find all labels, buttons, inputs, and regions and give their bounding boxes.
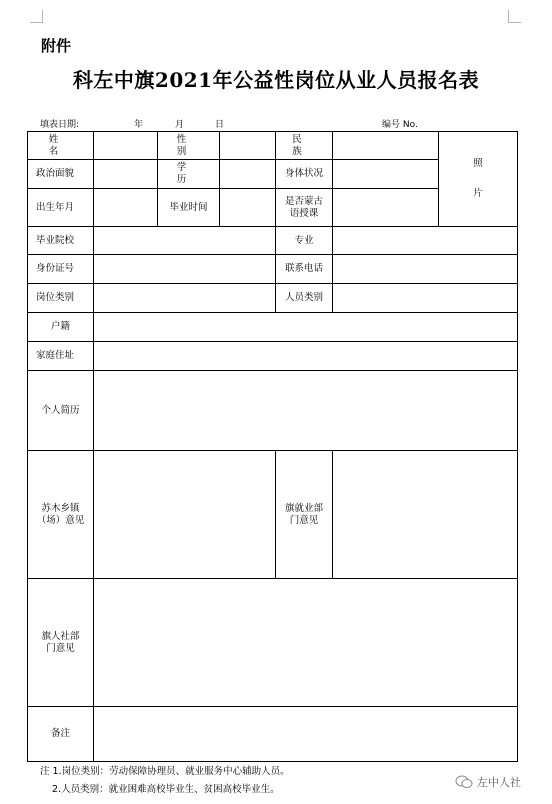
political-status-cell[interactable] [94,160,158,189]
id-number-label: 身份证号 [28,255,94,284]
graduation-time-label: 毕业时间 [158,189,220,227]
fill-date-month: 月 [175,120,185,130]
mongolian-label-line2: 语授课 [289,207,319,219]
health-label: 身体状况 [276,160,333,189]
mongolian-label [276,189,333,227]
health-cell[interactable] [333,160,439,189]
school-cell[interactable] [94,227,276,255]
school-label: 毕业院校 [28,227,94,255]
note-position-types: 注 1.岗位类别：劳动保障协理员、就业服务中心辅助人员。 [40,766,290,777]
photo-label-1: 照 [473,158,483,169]
education-label: 学 历 [158,160,220,189]
name-cell[interactable] [94,132,158,160]
margin-corner-mark [30,10,43,23]
graduation-time-cell[interactable] [220,189,276,227]
political-status-label: 政治面貌 [28,160,94,189]
household-cell[interactable] [94,313,518,342]
remarks-label: 备注 [28,707,94,762]
household-label: 户籍 [28,313,94,342]
fill-date-label: 填表日期: [40,120,80,130]
address-cell[interactable] [94,342,518,371]
fill-date-day: 日 [215,120,225,130]
birth-cell[interactable] [94,189,158,227]
gender-cell[interactable] [220,132,276,160]
resume-label: 个人简历 [28,371,94,451]
note-person-types: 2.人员类别：就业困难高校毕业生、贫困高校毕业生。 [52,784,280,795]
watermark [455,774,521,790]
photo-label-2: 片 [473,188,483,199]
gender-label: 性 别 [158,132,220,160]
margin-corner-mark [508,10,521,23]
resume-cell[interactable] [94,371,518,451]
town-opinion-label-line1: 苏木乡镇 [41,502,80,514]
registration-form-table [27,131,518,762]
town-opinion-label-line2: （场）意见 [36,514,85,526]
number-label: 编号 No. [382,120,418,130]
address-label: 家庭住址 [28,342,94,371]
major-label: 专业 [276,227,333,255]
person-type-cell[interactable] [333,284,518,313]
mongolian-label-line1: 是否蒙古 [284,195,323,207]
wechat-icon [455,775,473,789]
name-label: 姓 名 [28,132,94,160]
ethnicity-cell[interactable] [333,132,439,160]
hr-opinion-cell[interactable] [94,579,518,707]
position-type-label: 岗位类别 [28,284,94,313]
remarks-cell[interactable] [94,707,518,762]
phone-label: 联系电话 [276,255,333,284]
town-opinion-label [28,451,94,579]
major-cell[interactable] [333,227,518,255]
hr-opinion-label [28,579,94,707]
person-type-label: 人员类别 [276,284,333,313]
position-type-cell[interactable] [94,284,276,313]
birth-label: 出生年月 [28,189,94,227]
town-opinion-cell[interactable] [94,451,276,579]
employment-opinion-label-line2: 门意见 [289,514,319,526]
form-title: 科左中旗2021年公益性岗位从业人员报名表 [72,68,480,92]
education-cell[interactable] [220,160,276,189]
hr-opinion-label-line1: 旗人社部 [41,630,80,642]
phone-cell[interactable] [333,255,518,284]
mongolian-cell[interactable] [333,189,439,227]
employment-opinion-cell[interactable] [333,451,518,579]
employment-opinion-label-line1: 旗就业部 [284,502,323,514]
ethnicity-label: 民 族 [276,132,333,160]
fill-date-year: 年 [134,120,144,130]
photo-cell[interactable] [439,132,518,227]
id-number-cell[interactable] [94,255,276,284]
hr-opinion-label-line2: 门意见 [46,642,75,654]
attachment-label: 附件 [41,37,72,55]
employment-opinion-label [276,451,333,579]
watermark-text: 左中人社 [477,776,521,789]
